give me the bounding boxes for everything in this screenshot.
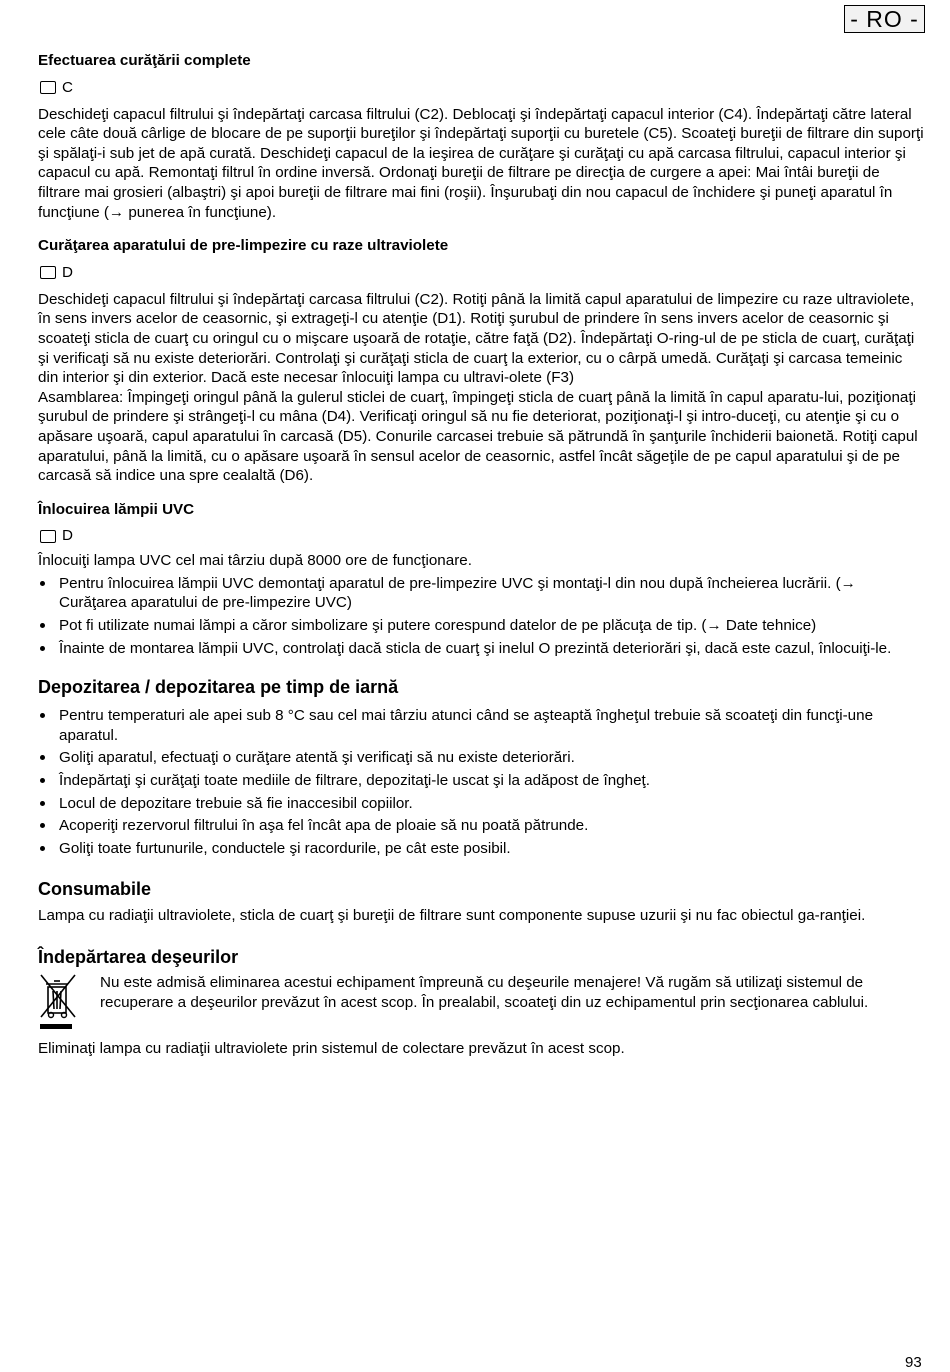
figure-reference-label: C [62,78,73,96]
figure-book-icon [40,266,56,279]
section-title-complete-cleaning: Efectuarea curăţării complete [38,52,251,69]
uv-cleaning-paragraph: Deschideţi capacul filtrului şi îndepărtaţi carcasa filtrului (C2). Rotiţi până la limită capul aparatului de limpezire cu raze ultraviolete, în sens invers acelor de ceasornic, şi extrageţi-l cu atenţie (D1). Rotiţi şurubul de prindere în sens invers acelor de ceasornic şi scoateţi sticla de cuarţ cu oringul cu o mişcare uşoară de rotaţie, către faţă (D2). Îndepărtaţi O-ring-ul de pe sticla de cuarţ, curăţaţi şi verificaţi să nu existe deteriorări. Controlaţi şi curăţaţi sticla de cuarţ la exterior, cu o cârpă umedă. Curăţaţi şi carcasa temeinic din interior şi din exterior. Dacă este necesar înlocuiţi lampa cu ultravi-olete (F3) [38,290,915,387]
uv-assembly-paragraph: Asamblarea: Împingeţi oringul până la gulerul sticlei de cuarţ, împingeţi sticla de cuarţ până la limită în capul aparatu-lui, poziţionaţi şurubul de prindere şi strângeţi-l cu mâna (D4). Verificaţi oringul să nu fie deteriorat, poziţionaţi-l şi intro-duceţi, cu atenţie şi cu o apăsare uşoară, capul aparatului în carcasă (D5). Conurile carcasei trebuie să pătrundă în şanţurile închiderii baionetă. Rotiţi capul aparatului, până la limită, cu o apăsare uşoară în sensul acelor de ceasornic, astfel încât săgeţile de pe capul aparatului şi de pe carcasă să indice una spre cealaltă (D6). [38,388,918,485]
list-item: Pot fi utilizate numai lămpi a căror simbolizare şi putere corespund datelor de pe plăcuţa de tip. (→ Date tehnice) [38,616,926,636]
list-item: Înainte de montarea lămpii UVC, controlaţi dacă sticla de cuarţ şi inelul O prezintă deteriorări şi, dacă este cazul, înlocuiţi-le. [38,639,926,659]
figure-book-icon [40,81,56,94]
figure-reference-label: D [62,263,73,281]
section-title-uvc-replacement: Înlocuirea lămpii UVC [38,500,195,518]
section-title-disposal: Îndepărtarea deşeurilor [38,947,239,967]
list-item: Pentru temperaturi ale apei sub 8 °C sau cel mai târziu atunci când se aşteaptă îngheţul trebuie să scoateţi din funcţi-une aparatul. [38,706,926,745]
section-title-consumables: Consumabile [38,879,152,900]
list-item: Locul de depozitare trebuie să fie inaccesibil copiilor. [38,794,926,814]
list-item: Îndepărtaţi şi curăţaţi toate mediile de filtrare, depozitaţi-le uscat şi la adăpost de îngheţ. [38,771,926,791]
list-item: Pentru înlocuirea lămpii UVC demontaţi aparatul de pre-limpezire UVC şi montaţi-l din nou după încheierea lucrării. (→ Curăţarea aparatului de pre-limpezire UVC) [38,574,926,613]
list-item: Goliţi toate furtunurile, conductele şi racordurile, pe cât este posibil. [38,839,926,859]
uvc-replacement-list [38,574,926,658]
figure-reference-label: D [62,527,73,545]
uvc-replacement-intro: Înlocuiţi lampa UVC cel mai târziu după 8000 ore de funcţionare. [38,552,472,570]
disposal-notice: Nu este admisă eliminarea acestui echipament împreună cu deşeurile menajere! Vă rugăm să utilizaţi sistemul de recuperare a deşeurilor prevăzut în acest scop. În prealabil, scoateţi din uz echipamentul prin secţionarea cablului. [100,974,869,1011]
disposal-final-paragraph: Eliminaţi lampa cu radiaţii ultraviolete prin sistemul de colectare prevăzut în acest scop. [38,1040,625,1057]
list-item: Goliţi aparatul, efectuaţi o curăţare atentă şi verificaţi să nu existe deteriorări. [38,748,926,768]
storage-list [38,706,926,858]
list-item: Acoperiţi rezervorul filtrului în aşa fel încât apa de ploaie să nu poată pătrunde. [38,816,926,836]
page-number: 93 [905,1354,922,1371]
figure-reference [38,77,926,99]
disposal-notice-block [38,973,926,1031]
figure-book-icon [40,530,56,543]
consumables-paragraph: Lampa cu radiaţii ultraviolete, sticla de cuarţ şi bureţii de filtrare sunt componente supuse uzurii şi nu fac obiectul ga-ranţiei. [38,907,866,925]
page-content [38,51,926,1059]
language-tag: - RO - [844,5,925,33]
complete-cleaning-paragraph: Deschideţi capacul filtrului şi îndepărtaţi carcasa filtrului (C2). Deblocaţi şi îndepărtaţi capacul interior (C4). Îndepărtaţi către lateral cele câte două cârlige de blocare de pe suporţii bureţilor şi îndepărtaţi suporţii cu buretele (C5). Scoateţi bureţii de filtrare din suporţi şi spălaţi-i sub jet de apă curată. Deschideţi capacul de la ieşirea de curăţare şi curăţaţi cu apă carcasa filtrului, capacul interior şi capacul cu apă. Remontaţi filtrul în ordine inversă. Ordonaţi bureţii de filtrare pe direcţia de curgere a apei: Mai întâi bureţii de filtrare mai grosieri (albaştri) şi apoi bureţii de filtrare mai fini (roşii). Înşurubaţi din nou capacul de închidere şi puneţi aparatul în funcţiune (→ punerea în funcţiune). [38,105,924,221]
figure-reference [38,525,926,547]
crossed-out-wheelie-bin-icon [38,973,78,1031]
section-title-storage: Depozitarea / depozitarea pe timp de iarnă [38,677,399,698]
figure-reference [38,262,926,284]
section-title-uv-cleaning: Curăţarea aparatului de pre-limpezire cu raze ultraviolete [38,237,449,255]
